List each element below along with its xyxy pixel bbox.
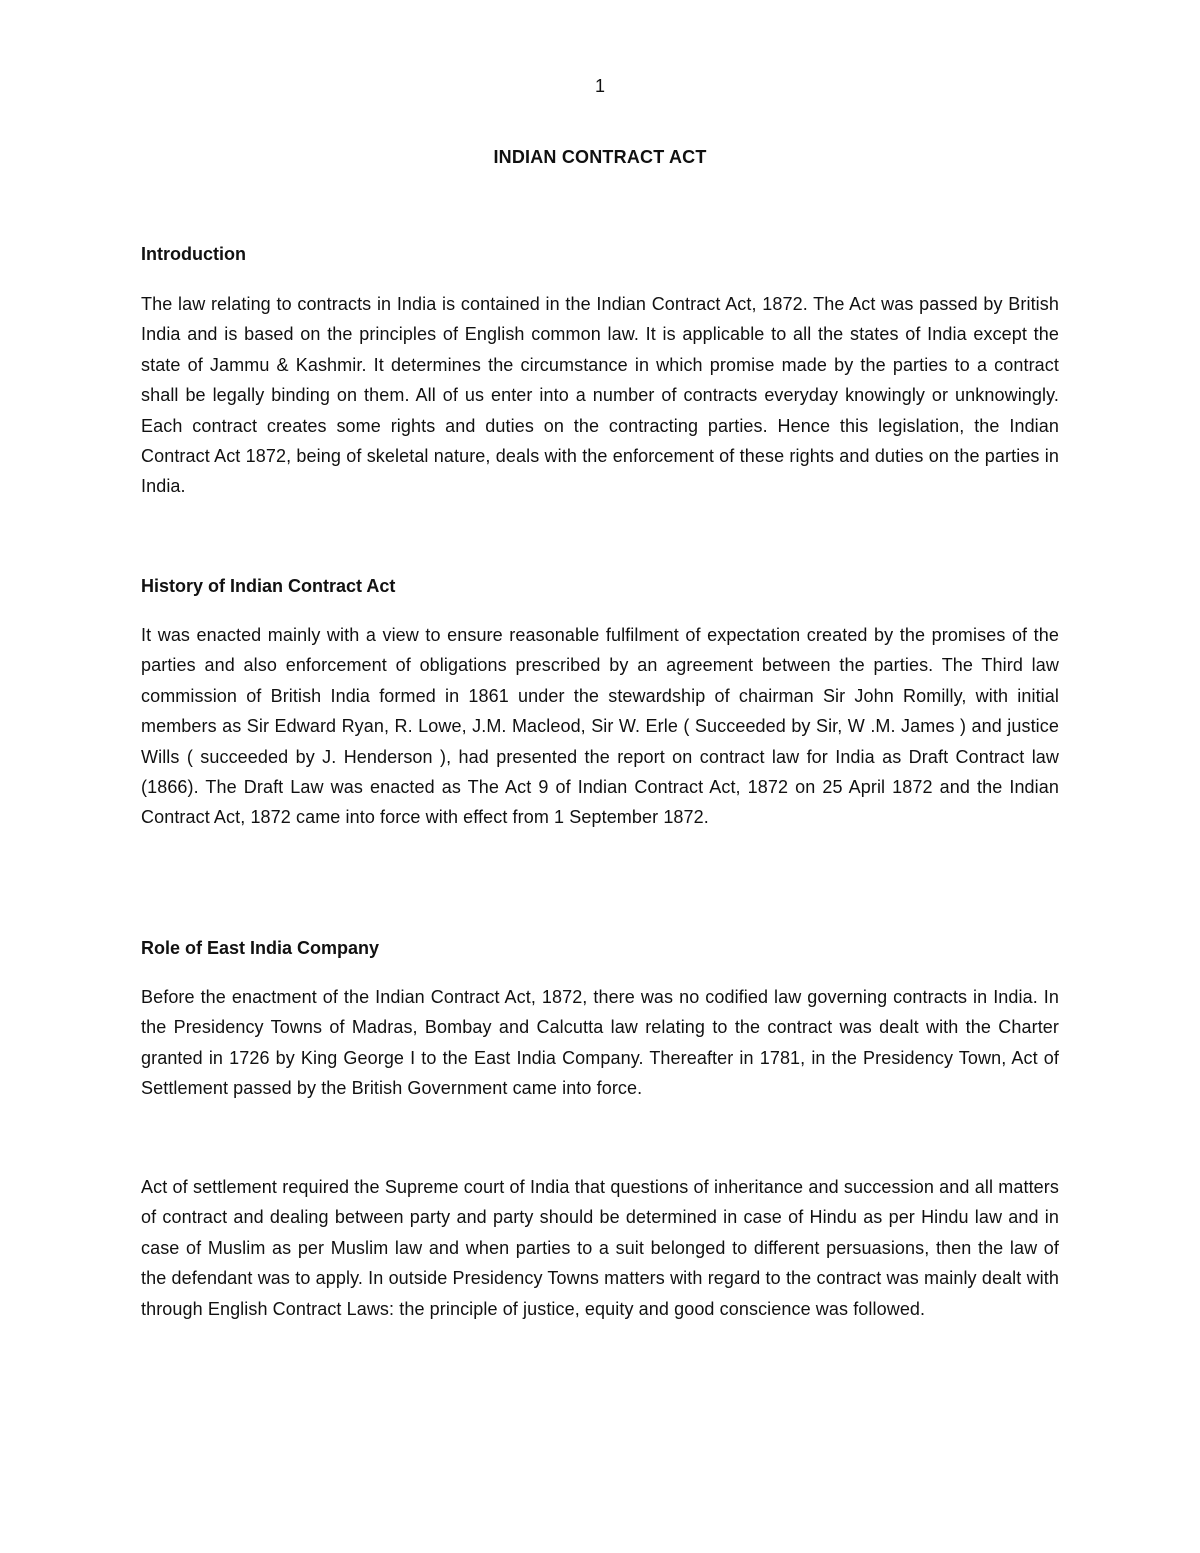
page-number: 1 [594, 76, 605, 96]
east-india-company-paragraph-2: Act of settlement required the Supreme court of India that questions of inheritance and succession and all matters of contract and dealing between party and party should be determined in case of Hindu as per Hindu law and in case of Muslim as per Muslim law and when parties to a suit belonged to different persuasions, then the law of the defendant was to apply. In outside Presidency Towns matters with regard to the contract was mainly dealt with through English Contract Laws: the principle of justice, equity and good conscience was followed. [141, 1177, 1059, 1319]
page-title: INDIAN CONTRACT ACT [493, 147, 707, 167]
section-heading-history: History of Indian Contract Act [141, 576, 396, 596]
history-paragraph: It was enacted mainly with a view to ensure reasonable fulfilment of expectation created by the promises of the parties and also enforcement of obligations prescribed by an agreement between the parties. The Third law commission of British India formed in 1861 under the stewardship of chairman Sir John Romilly, with initial members as Sir Edward Ryan, R. Lowe, J.M. Macleod, Sir W. Erle ( Succeeded by Sir, W .M. James ) and justice Wills ( succeeded by J. Henderson ), had presented the report on contract law for India as Draft Contract law (1866). The Draft Law was enacted as The Act 9 of Indian Contract Act, 1872 on 25 April 1872 and the Indian Contract Act, 1872 came into force with effect from 1 September 1872. [141, 625, 1059, 828]
introduction-paragraph: The law relating to contracts in India is contained in the Indian Contract Act, 1872. The Act was passed by British India and is based on the principles of English common law. It is applicable to all the states of India except the state of Jammu & Kashmir. It determines the circumstance in which promise made by the parties to a contract shall be legally binding on them. All of us enter into a number of contracts everyday knowingly or unknowingly. Each contract creates some rights and duties on the contracting parties. Hence this legislation, the Indian Contract Act 1872, being of skeletal nature, deals with the enforcement of these rights and duties on the parties in India. [141, 294, 1059, 497]
section-heading-east-india-company: Role of East India Company [141, 938, 380, 958]
section-heading-introduction: Introduction [141, 244, 246, 264]
east-india-company-paragraph-1: Before the enactment of the Indian Contract Act, 1872, there was no codified law governing contracts in India. In the Presidency Towns of Madras, Bombay and Calcutta law relating to the contract was dealt with the Charter granted in 1726 by King George I to the East India Company. Thereafter in 1781, in the Presidency Town, Act of Settlement passed by the British Government came into force. [141, 987, 1059, 1099]
